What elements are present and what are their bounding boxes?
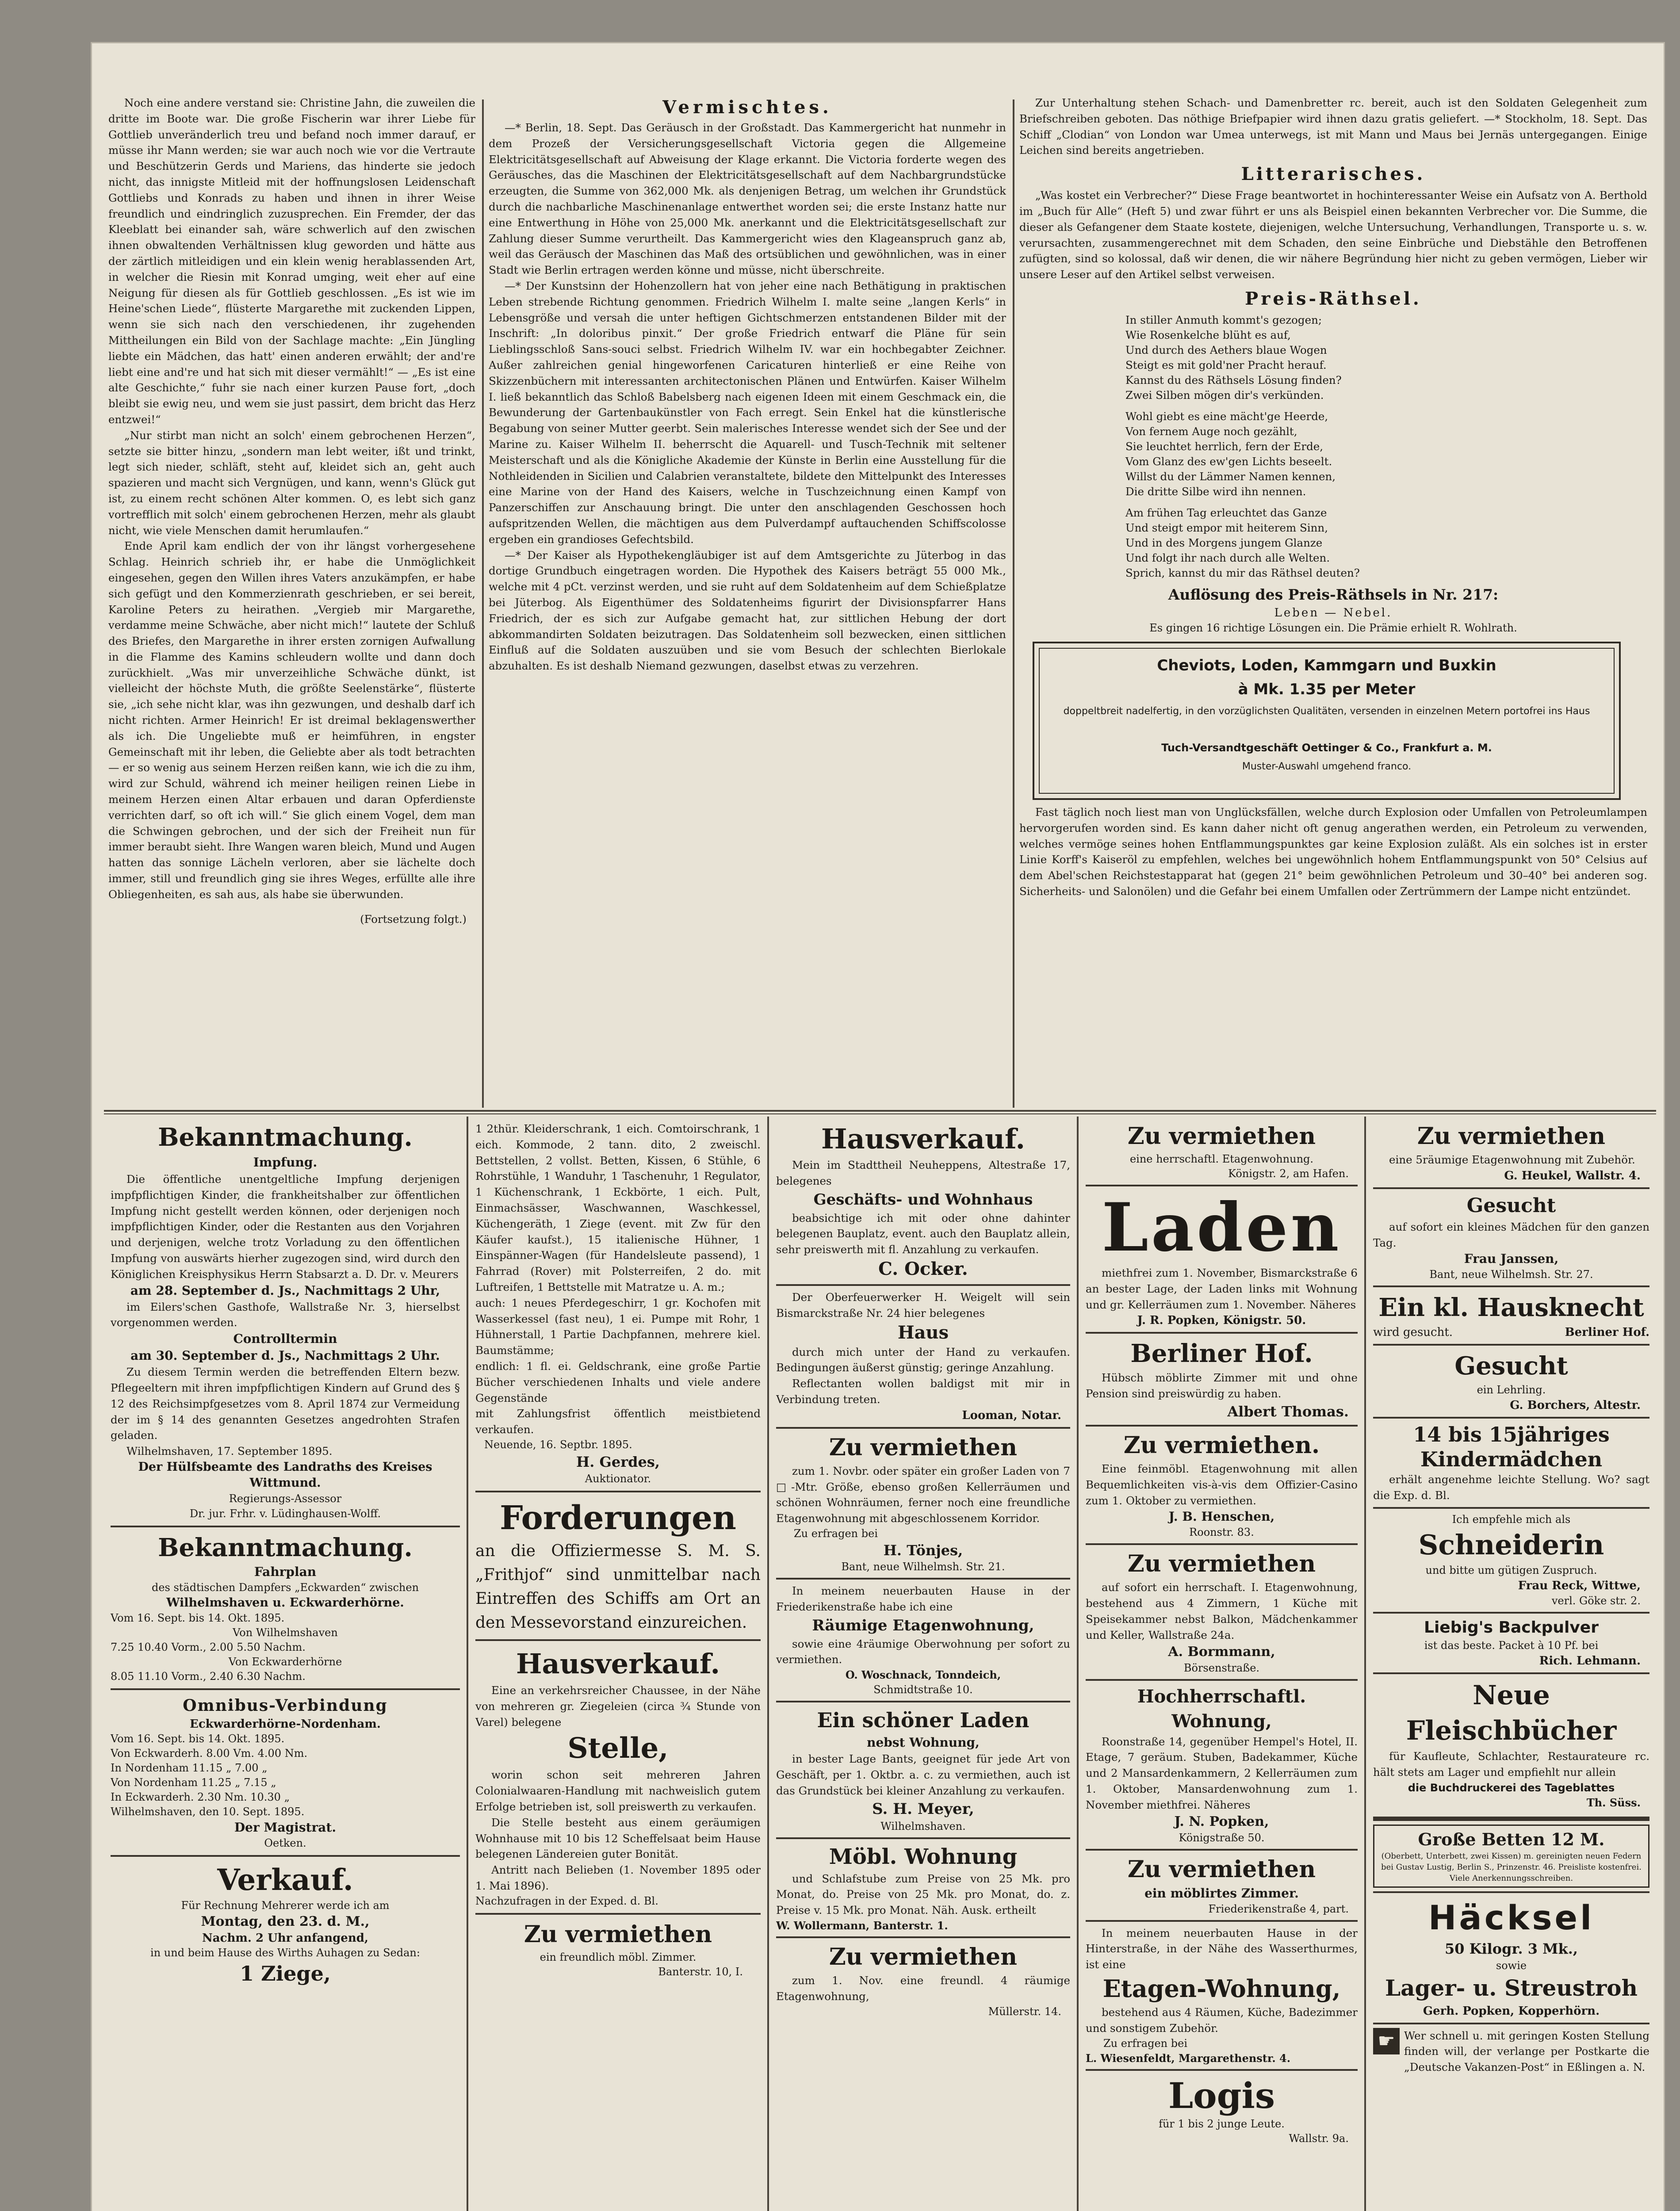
feuilleton-column <box>108 95 475 1097</box>
ad-rule <box>1086 1920 1358 1922</box>
schneiderin-big: Schneiderin <box>1418 1528 1604 1561</box>
ad-rule-thick <box>1373 1817 1649 1821</box>
raetsel-line: Und folgt ihr nach durch alle Welten. <box>1125 551 1330 564</box>
ad-address: verl. Göke str. 2. <box>1551 1594 1641 1607</box>
ad-text: Von Eckwarderhörne <box>228 1655 342 1668</box>
ad-address: Schmidtstraße 10. <box>873 1683 973 1696</box>
ad-text: des städtischen Dampfers „Eckwarden“ zwischen <box>151 1581 419 1594</box>
ad-text: Eine feinmöbl. Etagenwohnung mit allen Bequemlichkeiten vis-à-vis dem Offizier-Casino zum 1. Oktober zu vermiethen. <box>1086 1462 1358 1507</box>
aufloesung-word: Leben — Nebel. <box>1274 606 1393 620</box>
ad-times: 8.05 11.10 Vorm., 2.40 6.30 Nachm. <box>111 1670 306 1683</box>
ad-rule <box>1086 1543 1358 1545</box>
ad-text: für 1 bis 2 junge Leute. <box>1159 2117 1285 2130</box>
ad-name: O. Woschnack, Tonndeich, <box>845 1668 1001 1682</box>
ad-text: sowie <box>1496 1959 1527 1972</box>
ad-name: Frau Janssen, <box>1464 1251 1559 1266</box>
ad-rule <box>776 1578 1070 1580</box>
ad-text: Die Stelle besteht aus einem geräumigen Wohnhause mit 10 bis 12 Scheffelsaat beim Hause belegenen Ländereien guter Bonität. <box>475 1816 761 1861</box>
ad-text: beabsichtige ich mit oder ohne dahinter belegenen Bauplatz, event. auch den Bauplatz allein, sehr preiswerth mit fl. Anzahlung zu verkaufen. <box>776 1211 1070 1256</box>
betten-box <box>1373 1825 1649 1888</box>
ad-rule <box>475 1491 761 1492</box>
ad-times: Von Nordenham 11.25 „ 7.15 „ <box>111 1776 276 1789</box>
auktionator-role: Auktionator. <box>585 1472 651 1485</box>
ad-text: durch mich unter der Hand zu verkaufen. Bedingungen äußerst günstig; geringe Anzahlung. <box>776 1345 1070 1374</box>
ad-text: für Kaufleute, Schlachter, Restaurateure rc. hält stets am Lager und empfiehlt nur allein <box>1373 1749 1649 1779</box>
ad-signature: Regierungs-Assessor <box>229 1492 342 1505</box>
ad-text: Mein im Stadttheil Neuheppens, Altestraße 17, belegenes <box>776 1159 1070 1187</box>
ad-column-1 <box>111 1121 460 2211</box>
ads-separator <box>104 1113 1656 1114</box>
raetsel-line: Am frühen Tag erleuchtet das Ganze <box>1125 506 1327 519</box>
ad-text: eine 5räumige Etagenwohnung mit Zubehör. <box>1389 1153 1635 1166</box>
ad-rule <box>1373 2023 1649 2024</box>
zuverm-title: Zu vermiethen. <box>1123 1431 1320 1459</box>
auktion-items: endlich: 1 fl. ei. Geldschrank, eine große Partie Bücher verschiedenen Inhalts und viele andere Gegenstände <box>475 1359 761 1404</box>
ad-times: In Nordenham 11.15 „ 7.00 „ <box>111 1761 268 1774</box>
raetsel-heading: Preis-Räthsel. <box>1245 288 1422 309</box>
ad-name: S. H. Meyer, <box>872 1800 974 1818</box>
petroleum-notice: Fast täglich noch liest man von Unglücksfällen, welche durch Explosion oder Umfallen von Petroleumlampen hervorgerufen worden sind. Es kann daher nicht oft genug angerathen werden, ein Petroleum zu verwenden, welches vermöge seines hohen Entflammungspunktes gar keine Explosion zuläßt. Als ein solches ist in erster Linie Korff's Kaiseröl zu empfehlen, welches bei ungewöhnlich hohem Entflammungspunkt von 50° Celsius auf dem Abel'schen Reichstestapparat hat (gegen 21° beim gewöhnlichen Petroleum und 30–40° bei anderen sog. Sicherheits- und Salonölen) und die Gefahr bei einem Umfallen oder Zertrümmern der Lampe nicht entzündet. <box>1019 805 1647 898</box>
verkauf-title: Verkauf. <box>217 1862 353 1897</box>
ad-text: ein freundlich möbl. Zimmer. <box>540 1951 696 1963</box>
raetsel-line: Sie leuchtet herrlich, fern der Erde, <box>1125 440 1324 453</box>
vermischtes-column <box>489 95 1006 1108</box>
ad-name: Rich. Lehmann. <box>1539 1654 1641 1668</box>
ad-text: Zu erfragen bei <box>794 1527 878 1540</box>
ad-address: Wilhelmshaven. <box>880 1820 966 1832</box>
ad-place-date: Wilhelmshaven, 17. September 1895. <box>126 1445 333 1458</box>
hochherrsch-title: Hochherrschaftl. Wohnung, <box>1137 1686 1306 1732</box>
ad-text: miethfrei zum 1. November, Bismarckstraße 6 an bester Lage, der Laden links mit Wohnung und gr. Kellerräumen zum 1. November. Näheres <box>1086 1266 1358 1311</box>
logis-big: Logis <box>1168 2074 1275 2116</box>
ad-text: (Oberbett, Unterbett, zwei Kissen) m. gereinigten neuen Federn bei Gustav Lustig, Berlin S., Prinzenstr. 46. Preisliste kostenfrei. Viele Anerkennungsschreiben. <box>1381 1851 1642 1883</box>
zuverm-title: Zu vermiethen <box>829 1434 1018 1461</box>
ad-rule <box>1373 1891 1649 1893</box>
aufloesung-note: Es gingen 16 richtige Lösungen ein. Die Prämie erhielt R. Wohlrath. <box>1149 621 1517 634</box>
ad-rule <box>1373 1417 1649 1419</box>
ad-text: in und beim Hause des Wirths Auhagen zu Sedan: <box>150 1946 420 1959</box>
ad-big-word: Lager- u. Streustroh <box>1385 1974 1638 2001</box>
ad-address: Königstr. 2, am Hafen. <box>1228 1167 1349 1180</box>
ad-text: auf sofort ein kleines Mädchen für den ganzen Tag. <box>1373 1220 1649 1249</box>
zuverm-title: Zu vermiethen <box>1127 1855 1316 1883</box>
ad-column-divider <box>767 1117 769 2211</box>
litterarisches-text: „Was kostet ein Verbrecher?“ Diese Frage beantwortet in hochinteressanter Weise ein Aufsatz von A. Berthold im „Buch für Alle“ (Heft 5) und zwar führt er uns als Beispiel einen bekannten Verbrecher vor. Die Summe, die dieser als Gefangener dem Staate kostete, diejenigen, welche Untersuchung, Verhandlungen, Transporte u. s. w. verursachten, zusammengerechnet mit dem Schaden, den seine Einbrüche und Diebstähle den Betroffenen zufügten, sind so kolossal, daß wir denen, die wir nähere Begründung hier nicht zu geben vermögen, Lieber wir unsere Leser auf den Artikel selbst verweisen. <box>1019 189 1647 281</box>
raetsel-line: Sprich, kannst du mir das Räthsel deuten? <box>1125 566 1360 579</box>
raetsel-line: Zwei Silben mögen dir's verkünden. <box>1125 388 1324 402</box>
hausverkauf-title: Hausverkauf. <box>821 1123 1026 1155</box>
ad-rule <box>1086 1679 1358 1681</box>
hausknecht-line <box>1373 1324 1649 1340</box>
news-paragraph: —* Der Kunstsinn der Hohenzollern hat von jeher eine nach Bethätigung in praktischen Leben strebende Richtung genommen. Friedrich Wilhelm I. malte seine „langen Kerls“ in Lebensgröße und versah die unter heftigen Gichtschmerzen entstandenen Bilder mit der Inschrift: „In doloribus pinxit.“ Der große Friedrich entwarf die Pläne für sein Lieblingsschloß Sans-souci selbst. Friedrich Wilhelm IV. war ein hochbegabter Zeichner. Außer zahlreichen genial hingeworfenen Caricaturen hinterließ er eine Reihe von Skizzenbüchern mit interessanten architectonischen Plänen und Entwürfen. Kaiser Wilhelm I. ließ bekanntlich das Schloß Babelsberg nach eigenen Ideen mit einem Geschmack ein, die Bewunderung der Gartenbaukünstler von Fach erregt. Sein Enkel hat die künstlerische Begabung von seiner Mutter geerbt. Sein malerisches Interesse wendet sich der See und der Marine zu. Kaiser Wilhelm II. beherrscht die Aquarell- und Tusch-Technik mit seltener Meisterschaft und als die Königliche Akademie der Künste in Berlin eine Ausstellung für die Nothleidenden in Sicilien und Calabrien veranstaltete, bildete den Mittelpunkt des Interesses eine Marine von der Hand des Kaisers, welche in Tuschzeichnung einen Kampf von Panzerschiffen zur Anschauung bringt. Die unter den anschlagenden Geschossen hoch aufspritzenden Wellen, die mächtigen aus dem Pulverdampf auftauchenden Schiffscolosse ergeben ein grandioses Gefechtsbild. <box>489 279 1006 546</box>
vermischtes-heading: Vermischtes. <box>662 97 832 118</box>
ad-big-word: Stelle, <box>567 1732 669 1765</box>
ad-column-divider <box>467 1117 468 2211</box>
ad-text: im Eilers'schen Gasthofe, Wallstraße Nr. 3, hierselbst vorgenommen werden. <box>111 1300 460 1329</box>
ad-time: Nachm. 2 Uhr anfangend, <box>202 1931 368 1945</box>
raetsel-line: Und in des Morgens jungem Glanze <box>1125 536 1323 549</box>
ad-address: Friederikenstraße 4, part. <box>1208 1902 1349 1915</box>
feuilleton-paragraph: „Nur stirbt man nicht an solch' einem gebrochenen Herzen“, setzte sie bitter hinzu, „sondern man lebt weiter, ißt und trinkt, legt sich nieder, schläft, steht auf, kleidet sich an, geht auch spazieren und macht sich Vergnügen, und kann, wenn's Glück gut ist, zu einem recht schönen Alter kommen. O, es lebt sich ganz vortrefflich mit solch' einem gebrochenen Herzen, mehr als glaubt nicht, wie viele Menschen damit herumlaufen.“ <box>108 428 475 537</box>
moebl-title: Möbl. Wohnung <box>829 1844 1018 1869</box>
newspaper-page <box>91 42 1665 2211</box>
ad-name: Th. Süss. <box>1586 1796 1641 1809</box>
ad-name: G. Heukel, Wallstr. 4. <box>1504 1169 1641 1182</box>
ad-rule <box>1086 1185 1358 1186</box>
ad-name: J. R. Popken, Königstr. 50. <box>1137 1314 1306 1327</box>
ad-box-description: doppeltbreit nadelfertig, in den vorzüglichsten Qualitäten, versenden in einzelnen Metern portofrei ins Haus <box>1063 705 1590 717</box>
verse-gap <box>1125 403 1647 409</box>
raetsel-line: Kannst du des Räthsels Lösung finden? <box>1125 373 1342 386</box>
ad-times: Von Eckwarderh. 8.00 Vm. 4.00 Nm. <box>111 1747 308 1760</box>
ad-text: Von Wilhelmshaven <box>233 1626 338 1639</box>
feuilleton-paragraph: Ende April kam endlich der von ihr längst vorhergesehene Schlag. Heinrich schrieb ihr, er habe die Unmöglichkeit eingesehen, gegen den Willen ihres Vaters anzukämpfen, er habe sich gefügt und den Kommerzienrath geschrieben, er sei bereit, Karoline Peters zu heirathen. „Vergieb mir Margarethe, verdamme meine Schwäche, aber nicht mich!“ lautete der Schluß des Briefes, den Margarethe in ihrer ersten zornigen Aufwallung in die Flamme des Kamins schleudern wollte und dann doch zurückhielt. „Was mir unverzeihliche Schwäche dünkt, ist vielleicht der höchste Muth, die größte Seelenstärke“, flüsterte sie, „ich sehe nicht klar, was ihn gezwungen, und deshalb darf ich nicht richten. Armer Heinrich! Er ist dreimal beklagenswerther als ich. Die Ungeliebte muß er heimführen, in engster Gemeinschaft mit ihr leben, die Geliebte aber als todt betrachten — er so wenig aus seinem Herzen reißen kann, wie ich die zu ihm, wird zur Schuld, während ich meiner heiligen reinen Liebe in meinem Herzen einen Altar erbauen und daran Opferdienste verrichten darf, so oft ich will.“ Sie glich einem Vogel, dem man die Schwingen gebrochen, und der sich der Freiheit nun für immer beraubt sieht. Ihre Wangen waren bleich, Mund und Augen hatten das sonnige Lächeln verloren, aber sie lächelte doch immer, still und freundlich ging sie ihres Weges, erfüllte alle ihre Obliegenheiten, es sah aus, als habe sie überwunden. <box>108 539 475 901</box>
betten-title: Große Betten 12 M. <box>1418 1829 1605 1849</box>
ad-text: In meinem neuerbauten Hause in der Friederikenstraße habe ich eine <box>776 1584 1070 1613</box>
ad-text: Wer schnell u. mit geringen Kosten Stellung finden will, der verlange per Postkarte die „Deutsche Vakanzen-Post“ in Eßlingen a. N. <box>1404 2029 1649 2074</box>
ads-separator <box>104 1110 1656 1112</box>
ad-rule <box>776 1701 1070 1702</box>
ad-name: W. Wollermann, Banterstr. 1. <box>776 1919 948 1932</box>
ad-address: Banterstr. 10, I. <box>658 1965 743 1978</box>
gesucht-title: Gesucht <box>1466 1194 1556 1217</box>
bekanntmachung-subtitle: Impfung. <box>253 1155 318 1170</box>
ad-times: In Eckwarderh. 2.30 Nm. 10.30 „ <box>111 1790 290 1803</box>
ad-address: Bant, neue Wilhelmsh. Str. 21. <box>841 1560 1005 1573</box>
ad-name: J. B. Henschen, <box>1168 1509 1275 1524</box>
ad-name: die Buchdruckerei des Tageblattes <box>1408 1781 1615 1794</box>
raetsel-line: Steigt es mit gold'ner Pracht herauf. <box>1125 358 1327 371</box>
column-divider <box>1013 99 1014 1108</box>
ad-name: Frau Reck, Wittwe, <box>1518 1579 1641 1592</box>
ad-route: Wilhelmshaven u. Eckwarderhörne. <box>166 1595 404 1610</box>
zuverm-title: Zu vermiethen <box>524 1920 712 1948</box>
raetsel-line: Vom Glanz des ew'gen Lichts beseelt. <box>1125 455 1332 468</box>
ad-box-price: à Mk. 1.35 per Meter <box>1238 680 1416 698</box>
ad-text: erhält angenehme leichte Stellung. Wo? sagt die Exp. d. Bl. <box>1373 1473 1649 1502</box>
ad-address: Müllerstr. 14. <box>988 2005 1061 2018</box>
ad-address: Königstraße 50. <box>1179 1831 1265 1844</box>
ad-place-date: Neuende, 16. Septbr. 1895. <box>484 1438 632 1451</box>
ad-text: Zu erfragen bei <box>1103 2037 1187 2050</box>
ad-rule <box>1373 1612 1649 1614</box>
ad-rule <box>1086 1849 1358 1851</box>
bekanntmachung-title: Bekanntmachung. <box>158 1533 413 1562</box>
ad-big-word: Geschäfts- und Wohnhaus <box>813 1190 1033 1209</box>
ad-column-5 <box>1373 1121 1649 2211</box>
ad-text: ein möblirtes Zimmer. <box>1144 1886 1299 1901</box>
ad-address: Wallstr. 9a. <box>1289 2132 1349 2145</box>
ad-rule <box>111 1855 460 1857</box>
haeksel-title: Häcksel <box>1428 1897 1595 1937</box>
ad-text: bestehend aus 4 Räumen, Küche, Badezimmer und sonstigem Zubehör. <box>1086 2005 1358 2035</box>
ad-item: 1 Ziege, <box>240 1961 331 1985</box>
forderungen-text: an die Offiziermesse S. M. S. „Frithjof“ sind unmittelbar nach Eintreffen des Schiffs am Ort an den Messevorstand einzureichen. <box>475 1542 761 1632</box>
raetsel-line: Wohl giebt es eine mächt'ge Heerde, <box>1125 409 1328 423</box>
ad-text: Zu diesem Termin werden die betreffenden Eltern bezw. Pflegeeltern mit ihren impfpflichtigen Kindern auf Grund des § 12 des Reichsimpfgesetzes vom 8. April 1874 zur Vermeidung der im § 14 des genannten Gesetzes angedrohten Strafen geladen. <box>111 1366 460 1442</box>
ad-times: 7.25 10.40 Vorm., 2.00 5.50 Nachm. <box>111 1641 306 1653</box>
ad-name: C. Ocker. <box>878 1258 968 1279</box>
kindermaedchen-title: 14 bis 15jähriges Kindermädchen <box>1413 1423 1610 1472</box>
ad-name: H. Tönjes, <box>883 1542 963 1559</box>
ad-price: 50 Kilogr. 3 Mk., <box>1445 1940 1578 1957</box>
ad-name: J. N. Popken, <box>1174 1813 1269 1829</box>
ad-date: am 30. September d. Js., Nachmittags 2 Uhr. <box>130 1348 440 1363</box>
ad-box-sample: Muster-Auswahl umgehend franco. <box>1242 761 1412 772</box>
ad-address: Bant, neue Wilhelmsh. Str. 27. <box>1429 1268 1593 1281</box>
ad-text: Die öffentliche unentgeltliche Impfung derjenigen impfpflichtigen Kinder, die frankheitshalber zur öffentlichen Impfung nicht gestellt werden können, oder derjenigen noch impfpflichtigen Kinder, oder die Restanten aus den Vorjahren und derjenigen, welche trotz Vorladung zu den öffentlichen Impfung von auswärts hierher zugezogen sind, wird durch den Königlichen Kreisphysikus Herrn Stabsarzt a. D. Dr. v. Meurers <box>111 1173 460 1281</box>
auktionator-name: H. Gerdes, <box>576 1453 660 1470</box>
ad-name: A. Bormmann, <box>1168 1644 1275 1660</box>
ad-column-divider <box>1364 1117 1366 2211</box>
litterarisches-heading: Litterarisches. <box>1241 164 1426 185</box>
zuverm-title: Zu vermiethen <box>1417 1123 1606 1150</box>
ad-big-word: Räumige Etagenwohnung, <box>812 1616 1034 1634</box>
ad-rule <box>776 1936 1070 1938</box>
ad-rule <box>1373 1672 1649 1674</box>
ad-rule <box>776 1837 1070 1839</box>
ad-place-date: Wilhelmshaven, den 10. Sept. 1895. <box>111 1805 305 1818</box>
auktion-items: 1 2thür. Kleiderschrank, 1 eich. Comtoirschrank, 1 eich. Kommode, 2 tann. dito, 2 zweischl. Bettstellen, 2 vollst. Betten, Kissen, 6 Stühle, 6 Rohrstühle, 1 Wanduhr, 1 Taschenuhr, 1 Regulator, 1 Küchenschrank, 1 Eckbörte, 1 eich. Pult, Einmachsässer, Waschwannen, Waschkessel, Küchengeräth, 1 Ziege (event. mit Zw für den Käufer kaufst.), 15 italienische Hühner, 1 Einspänner-Wagen (für Handelsleute passend), 1 Fahrrad (Rover) mit Polsterreifen, 2 do. mit Luftreifen, 1 Bettstelle mit Matratze u. A. m.; <box>475 1122 761 1293</box>
ad-name: Albert Thomas. <box>1227 1403 1349 1420</box>
ad-subtitle: Controlltermin <box>233 1331 337 1346</box>
berliner-hof-title: Berliner Hof. <box>1130 1339 1313 1369</box>
ad-text: wird gesucht. <box>1373 1326 1453 1339</box>
stellung-ad <box>1373 2028 1649 2075</box>
raetsel-line: Und steigt empor mit heiterem Sinn, <box>1125 521 1328 534</box>
raetsel-line: In stiller Anmuth kommt's gezogen; <box>1125 313 1322 326</box>
laden-title: Ein schöner Laden <box>817 1708 1029 1733</box>
ad-period: Vom 16. Sept. bis 14. Okt. 1895. <box>111 1611 285 1624</box>
hausverkauf-title: Hausverkauf. <box>516 1647 720 1680</box>
ad-big-word: Haus <box>897 1322 949 1343</box>
news-paragraph: —* Der Kaiser als Hypothekengläubiger ist auf dem Amtsgerichte zu Jüterbog in das dortige Grundbuch eingetragen worden. Die Hypothek des Kaisers beträgt 55 000 Mk., welche mit 4 pCt. verzinst werden, und sie ruht auf dem Soldatenheim auf dem Schießplatze bei Jüterbog. Als Eigenthümer des Soldatenheims figurirt der Divisionspfarrer Hans Friedrich, der es sich zur Aufgabe gemacht hat, zur sittlichen Hebung der dort abkommandirten Soldaten beizutragen. Das Soldatenheim soll bezwecken, einen sittlichen Einfluß auf die Soldaten auszuüben und sie vom Besuch der schlechten Bierlokale abzuhalten. Es ist deshalb Niemand gezwungen, daselbst etwas zu verzehren. <box>489 548 1006 673</box>
ad-rule <box>776 1284 1070 1286</box>
ad-text: worin schon seit mehreren Jahren Colonialwaaren-Handlung mit nachweislich gutem Erfolge betrieben ist, soll preiswerth zu verkaufen. <box>475 1768 761 1813</box>
ad-text: Für Rechnung Mehrerer werde ich am <box>181 1899 390 1912</box>
zuverm-title: Zu vermiethen <box>1127 1550 1316 1578</box>
ad-address: Börsenstraße. <box>1183 1661 1260 1674</box>
raetsel-verses <box>1019 313 1647 581</box>
ad-text: Antritt nach Belieben (1. November 1895 oder 1. Mai 1896). <box>475 1863 761 1892</box>
ad-name: Gerh. Popken, Kopperhörn. <box>1423 2004 1600 2018</box>
ad-box-firm: Tuch-Versandtgeschäft Oettinger & Co., Frankfurt a. M. <box>1161 741 1492 754</box>
aufloesung-heading: Auflösung des Preis-Räthsels in Nr. 217: <box>1168 585 1499 603</box>
right-top-column <box>1019 95 1647 1108</box>
ad-rule <box>475 1639 761 1641</box>
ad-rule <box>1373 1285 1649 1287</box>
verse-gap <box>1125 499 1647 505</box>
ad-subtitle: Fahrplan <box>254 1564 317 1579</box>
ad-name: G. Borchers, Altestr. <box>1510 1399 1641 1412</box>
auktion-items: mit Zahlungsfrist öffentlich meistbietend verkaufen. <box>475 1407 761 1436</box>
ad-text: Reflectanten wollen baldigst mit mir in Verbindung treten. <box>776 1377 1070 1406</box>
raetsel-line: Die dritte Silbe wird ihn nennen. <box>1125 485 1306 498</box>
ad-text: eine herrschaftl. Etagenwohnung. <box>1129 1153 1314 1165</box>
stockholm-news: Zur Unterhaltung stehen Schach- und Damenbretter rc. bereit, auch ist den Soldaten Gelegenheit zum Briefschreiben geboten. Das nöthige Briefpapier wird ihnen dazu gratis geliefert. —* Stockholm, 18. Sept. Das Schiff „Clodian“ von London war Umea unterwegs, ist mit Mann und Maus bei Jernäs untergegangen. Einige Leichen sind bereits angetrieben. <box>1019 96 1647 157</box>
ad-rule <box>111 1526 460 1527</box>
ad-name: Berliner Hof. <box>1565 1326 1649 1339</box>
ad-column-4 <box>1086 1121 1358 2211</box>
ad-name: Looman, Notar. <box>962 1408 1061 1422</box>
column-divider <box>482 99 484 1108</box>
ad-text: sowie eine 4räumige Oberwohnung per sofort zu vermiethen. <box>776 1637 1070 1666</box>
liebig-title: Liebig's Backpulver <box>1424 1618 1599 1637</box>
forderungen-title: Forderungen <box>500 1499 736 1537</box>
ad-rule <box>776 1427 1070 1429</box>
raetsel-line: Und durch des Aethers blaue Wogen <box>1125 343 1327 356</box>
zuverm-title: Zu vermiethen <box>1127 1123 1316 1150</box>
continuation-note: (Fortsetzung folgt.) <box>360 912 467 926</box>
ad-rule <box>1086 1425 1358 1427</box>
news-paragraph: —* Berlin, 18. Sept. Das Geräusch in der Großstadt. Das Kammergericht hat nunmehr in dem Prozeß der Versicherungsgesellschaft Victoria gegen die Allgemeine Elektricitätsgesellschaft auf Abweisung der Klage erkannt. Die Victoria forderte wegen des Geräusches, das die Maschinen der Elektricitätsgesellschaft auf dem Nachbargrundstücke erzeugten, die Summe von 362,000 Mk. als denjenigen Betrag, um welchen ihr Grundstück durch die nachbarliche Maschinenanlage entwerthet worden sei; die erste Instanz hatte nur eine Entwerthung in Höhe von 25,000 Mk. anerkannt und die Elektricitätsgesellschaft zur Zahlung dieser Summe verurtheilt. Das Kammergericht wies den Klageanspruch ganz ab, weil das Geräusch der Maschinen das Maß des ortsüblichen und gewöhnlichen, was in einer Stadt wie Berlin ertragen werden könne und müsse, nicht überschreite. <box>489 121 1006 277</box>
ad-signature: Dr. jur. Frhr. v. Lüdinghausen-Wolff. <box>189 1507 381 1520</box>
ad-text: auf sofort ein herrschaft. I. Etagenwohnung, bestehend aus 4 Zimmern, 1 Küche mit Speisekammer nebst Balkon, Mädchenkammer und Keller, Wallstraße 24a. <box>1086 1581 1358 1641</box>
ad-box-cheviots <box>1033 642 1621 800</box>
ad-text: Hübsch möblirte Zimmer mit und ohne Pension sind preiswürdig zu haben. <box>1086 1371 1358 1400</box>
ad-text: in bester Lage Bants, geeignet für jede Art von Geschäft, per 1. Oktbr. a. c. zu vermiethen, auch ist das Grundstück bei kleiner Anzahlung zu verkaufen. <box>776 1752 1070 1797</box>
feuilleton-paragraph: Noch eine andere verstand sie: Christine Jahn, die zuweilen die dritte im Boote war. Die große Fischerin war ihrer Liebe für Gottlieb unveränderlich treu und befand noch immer darauf, er müsse ihr Mann werden; sie war auch noch wie vor die Vertraute und Beschützerin Gerds und Mariens, das hinderte sie jedoch nicht, das innigste Mitleid mit der hoffnungslosen Leidenschaft Gottliebs und Konrads zu haben und ihnen in ihrer Weise freundlich und eindringlich zuzusprechen. Ein Fremder, der das Kleeblatt bei einander sah, wäre schwerlich auf den zwischen ihnen obwaltenden Verhältnissen klug geworden und hätte aus der zärtlich mitleidigen und ein klein wenig herablassenden Art, in welcher die Riesin mit Konrad umging, weit eher auf eine Neigung für diesen als für Gottlieb geschlossen. „Es ist wie im Heine'schen Liede“, flüsterte Margarethe mit zuckenden Lippen, wenn sie sich nach den verschiedenen, ihr zugehenden Mittheilungen ein Bild von der Sachlage machte: „Ein Jüngling liebte ein Mädchen, das hatt' einen anderen erwählt; der and're liebt eine and're und hat sich mit dieser vermählt!“ — „Es ist eine alte Geschichte,“ fuhr sie nach einer kurzen Pause fort, „doch bleibt sie ewig neu, und wem sie just passirt, dem bricht das Herz entzwei!“ <box>108 96 475 426</box>
ad-address: Roonstr. 83. <box>1189 1526 1254 1539</box>
ad-period: Vom 16. Sept. bis 14. Okt. 1895. <box>111 1732 285 1745</box>
omnibus-title: Omnibus-Verbindung <box>183 1696 388 1715</box>
ad-rule <box>1086 1332 1358 1334</box>
ad-text: Nachzufragen in der Exped. d. Bl. <box>475 1894 658 1907</box>
raetsel-line: Von fernem Auge noch gezählt, <box>1125 425 1297 438</box>
ad-column-divider <box>1077 1117 1079 2211</box>
ad-rule <box>111 1688 460 1690</box>
ad-text: zum 1. Nov. eine freundl. 4 räumige Etagenwohnung, <box>776 1974 1070 2003</box>
gesucht-title: Gesucht <box>1454 1351 1568 1381</box>
bekanntmachung-title: Bekanntmachung. <box>158 1123 413 1152</box>
pointing-hand-icon: ☛ <box>1373 2028 1400 2054</box>
hausknecht-title: Ein kl. Hausknecht <box>1378 1293 1644 1323</box>
ad-text: ist das beste. Packet à 10 Pf. bei <box>1424 1639 1599 1652</box>
ad-rule <box>1373 1187 1649 1189</box>
ad-text: Eine an verkehrsreicher Chaussee, in der Nähe von mehreren gr. Ziegeleien (circa ¾ Stunde von Varel) belegene <box>475 1683 761 1729</box>
ad-text: und Schlafstube zum Preise von 25 Mk. pro Monat, do. Preise von 25 Mk. pro Monat, do. z. Preise v. 15 Mk. pro Monat. Näh. Ausk. ertheilt <box>776 1872 1070 1917</box>
ad-text: Roonstraße 14, gegenüber Hempel's Hotel, II. Etage, 7 geräum. Stuben, Badekammer, Küche und 2 Mansardenkammern, 2 Kellerräumen zum 1. Oktober, Mansardenwohnung zum 1. November miethfrei. Näheres <box>1086 1735 1358 1811</box>
ad-text: Der Oberfeuerwerker H. Weigelt will sein Bismarckstraße Nr. 24 hier belegenes <box>776 1290 1070 1320</box>
auktion-items: auch: 1 neues Pferdegeschirr, 1 gr. Kochofen mit Wasserkessel (fast neu), 1 ei. Pumpe mit Rohr, 1 Hühnerstall, 1 Partie Dachpfannen, mehrere kiel. Baumstämme; <box>475 1296 761 1357</box>
ad-signature: Oetken. <box>264 1836 306 1849</box>
fleischbuecher-title: Neue Fleischbücher <box>1406 1679 1617 1746</box>
ad-name: L. Wiesenfeldt, Margarethenstr. 4. <box>1086 2051 1291 2065</box>
ad-box-title: Cheviots, Loden, Kammgarn und Buxkin <box>1157 656 1496 674</box>
ad-rule <box>475 1913 761 1915</box>
raetsel-line: Willst du der Lämmer Namen kennen, <box>1125 470 1336 483</box>
ad-date: Montag, den 23. d. M., <box>201 1913 370 1929</box>
ad-rule <box>1373 1344 1649 1346</box>
ad-column-3 <box>776 1121 1070 2211</box>
ad-text: In meinem neuerbauten Hause in der Hinterstraße, in der Nähe des Wasserthurmes, ist eine <box>1086 1926 1358 1971</box>
laden-big: Laden <box>1102 1189 1342 1266</box>
zuverm-title: Zu vermiethen <box>829 1943 1018 1970</box>
ad-rule <box>1373 1507 1649 1509</box>
ad-big-word: Etagen-Wohnung, <box>1102 1974 1341 2003</box>
ad-date: am 28. September d. Js., Nachmittags 2 Uhr, <box>130 1283 440 1298</box>
ad-text: Ich empfehle mich als <box>1452 1513 1571 1526</box>
ad-route: Eckwarderhörne-Nordenham. <box>190 1717 381 1731</box>
ad-signature: Der Hülfsbeamte des Landraths des Kreises Wittmund. <box>138 1460 432 1490</box>
ad-text: ein Lehrling. <box>1477 1384 1546 1396</box>
ad-rule <box>1086 2069 1358 2071</box>
ad-signature: Der Magistrat. <box>234 1820 337 1835</box>
ad-text: und bitte um gütigen Zuspruch. <box>1425 1564 1597 1576</box>
ad-subtitle: nebst Wohnung, <box>867 1735 980 1750</box>
ad-column-2 <box>475 1121 761 2211</box>
ad-text: zum 1. Novbr. oder später ein großer Laden von 7 □-Mtr. Größe, ebenso großen Kellerräumen und schönen Wohnräumen, ferner noch eine freundliche Etagenwohnung mit abgeschlossenem Korridor. <box>776 1464 1070 1525</box>
raetsel-line: Wie Rosenkelche blüht es auf, <box>1125 328 1291 341</box>
